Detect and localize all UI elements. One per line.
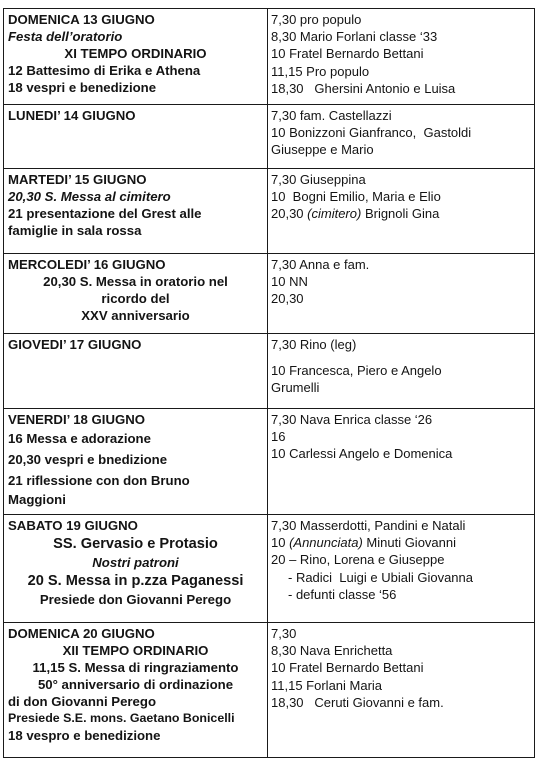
feast-name: Festa dell’oratorio xyxy=(8,29,123,44)
day-title: MARTEDI’ 15 GIUGNO xyxy=(8,172,147,187)
intentions-cell xyxy=(268,9,535,105)
place-note: (Annunciata) xyxy=(289,535,363,551)
time-text: 20,30 xyxy=(271,206,308,222)
table-row xyxy=(4,623,535,758)
liturgical-time: XII TEMPO ORDINARIO xyxy=(62,643,209,658)
day-title: SABATO 19 GIUGNO xyxy=(8,518,138,533)
event-line: 12 Battesimo di Erika e Athena xyxy=(8,63,201,78)
event-line: 18 vespro e benedizione xyxy=(8,728,161,743)
event-line: 20,30 S. Messa al cimitero xyxy=(8,189,171,204)
saints-name: SS. Gervasio e Protasio xyxy=(53,536,218,552)
day-title: MERCOLEDI’ 16 GIUGNO xyxy=(8,257,166,272)
intentions-cell xyxy=(268,334,535,409)
intention-line: 10 Fratel Bernardo Bettani xyxy=(271,46,424,62)
event-line: 50° anniversario di ordinazione xyxy=(37,677,234,692)
day-cell xyxy=(4,254,268,334)
schedule-sheet xyxy=(3,8,529,759)
intention-line: 10 Fratel Bernardo Bettani xyxy=(271,660,424,676)
spacer xyxy=(271,353,530,362)
intention-line: Grumelli xyxy=(271,380,320,396)
event-line: 11,15 S. Messa di ringraziamento xyxy=(32,660,239,675)
table-row xyxy=(4,254,535,334)
day-cell xyxy=(4,623,268,758)
day-cell xyxy=(4,409,268,515)
day-title: DOMENICA 20 GIUGNO xyxy=(8,626,155,641)
intention-line: 16 xyxy=(271,429,286,445)
patrons-note: Nostri patroni xyxy=(92,555,179,570)
table-row xyxy=(4,9,535,105)
intention-line: 10 Francesca, Piero e Angelo xyxy=(271,363,442,379)
event-line: 20,30 S. Messa in oratorio nel xyxy=(43,274,228,289)
day-title: GIOVEDI’ 17 GIUGNO xyxy=(8,337,142,352)
day-cell xyxy=(4,334,268,409)
intentions-cell xyxy=(268,409,535,515)
intention-line: 8,30 Nava Enrichetta xyxy=(271,643,393,659)
time-text: 10 xyxy=(271,535,290,551)
day-cell xyxy=(4,169,268,254)
intention-line: 7,30 Masserdotti, Pandini e Natali xyxy=(271,518,466,533)
intentions-cell xyxy=(268,105,535,169)
event-line: XXV anniversario xyxy=(81,308,190,323)
intention-line: 11,15 Forlani Maria xyxy=(271,677,383,693)
table-row xyxy=(4,105,535,169)
place-note: (cimitero) xyxy=(307,206,362,222)
intention-line: 7,30 Giuseppina xyxy=(271,172,366,187)
event-line: ricordo del xyxy=(101,291,170,306)
day-cell xyxy=(4,515,268,623)
intentions-cell xyxy=(268,515,535,623)
intention-line: 10 Bogni Emilio, Maria e Elio xyxy=(271,189,441,205)
event-line: famiglie in sala rossa xyxy=(8,223,142,238)
day-cell xyxy=(4,9,268,105)
liturgical-time: XI TEMPO ORDINARIO xyxy=(64,46,207,61)
table-row xyxy=(4,515,535,623)
table-row xyxy=(4,169,535,254)
event-line: 16 Messa e adorazione xyxy=(8,431,151,446)
intention-line: 8,30 Mario Forlani classe ‘33 xyxy=(271,29,438,45)
intention-line: 10 Carlessi Angelo e Domenica xyxy=(271,446,453,462)
intention-line xyxy=(271,534,530,551)
intention-line: - defunti classe ‘56 xyxy=(288,586,397,602)
event-line: di don Giovanni Perego xyxy=(8,694,157,709)
event-line: Presiede don Giovanni Perego xyxy=(39,592,232,607)
day-title: DOMENICA 13 GIUGNO xyxy=(8,12,155,27)
event-line: 20 S. Messa in p.zza Paganessi xyxy=(27,573,244,589)
event-line: 18 vespri e benedizione xyxy=(8,80,157,95)
intention-line: 20,30 xyxy=(271,291,304,307)
intention-line: 10 NN xyxy=(271,274,308,290)
table-row xyxy=(4,409,535,515)
day-cell xyxy=(4,105,268,169)
intention-line: 18,30 Ceruti Giovanni e fam. xyxy=(271,694,444,710)
event-line: 20,30 vespri e bnedizione xyxy=(8,452,168,467)
intention-line: 7,30 Rino (leg) xyxy=(271,337,357,352)
intentions-cell xyxy=(268,254,535,334)
event-line: Maggioni xyxy=(8,492,66,507)
intention-line: 20 – Rino, Lorena e Giuseppe xyxy=(271,552,445,568)
intention-line: Giuseppe e Mario xyxy=(271,142,374,158)
day-title: VENERDI’ 18 GIUGNO xyxy=(8,412,146,427)
intentions-cell xyxy=(268,169,535,254)
intention-line: 7,30 pro populo xyxy=(271,12,362,27)
intention-line: 7,30 Anna e fam. xyxy=(271,257,370,272)
table-row xyxy=(4,334,535,409)
intention-line: 18,30 Ghersini Antonio e Luisa xyxy=(271,80,456,96)
intention-line: 10 Bonizzoni Gianfranco, Gastoldi xyxy=(271,125,472,141)
intention-line xyxy=(271,205,530,222)
intentions-cell xyxy=(268,623,535,758)
name-text: Minuti Giovanni xyxy=(362,535,457,551)
day-title: LUNEDI’ 14 GIUGNO xyxy=(8,108,136,123)
intention-line: 7,30 fam. Castellazzi xyxy=(271,108,392,123)
mass-schedule-table xyxy=(3,8,535,758)
event-line: 21 presentazione del Grest alle xyxy=(8,206,202,221)
event-line: Presiede S.E. mons. Gaetano Bonicelli xyxy=(8,711,235,725)
intention-line: 11,15 Pro populo xyxy=(271,63,370,79)
event-line: 21 riflessione con don Bruno xyxy=(8,473,190,488)
intention-line: 7,30 xyxy=(271,626,297,641)
intention-line: 7,30 Nava Enrica classe ‘26 xyxy=(271,412,433,427)
name-text: Brignoli Gina xyxy=(361,206,440,222)
intention-line: - Radici Luigi e Ubiali Giovanna xyxy=(288,569,473,585)
